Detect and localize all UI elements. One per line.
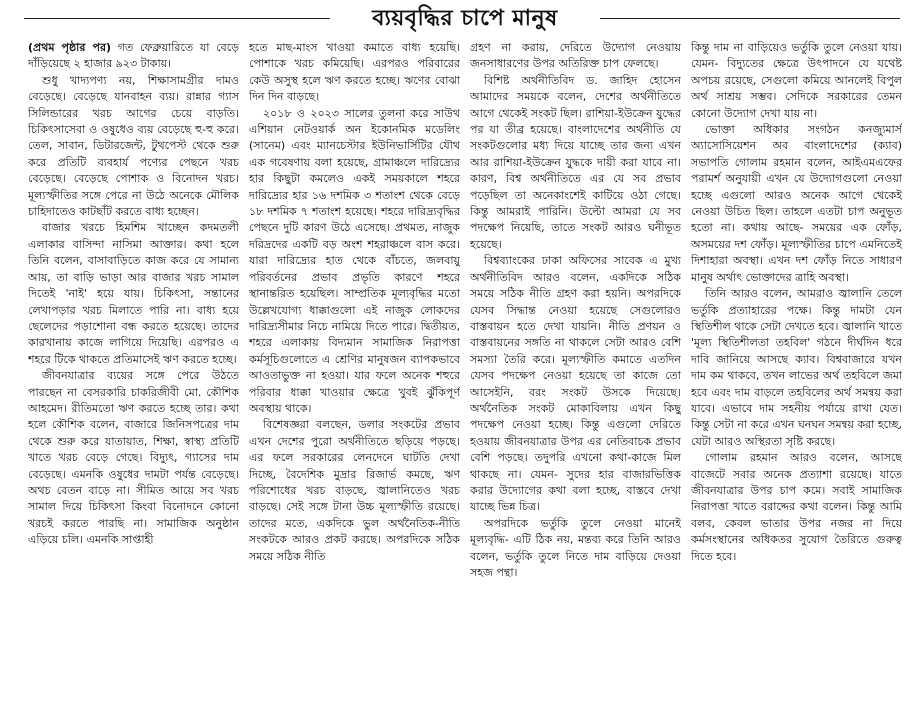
article-paragraph: বিশিষ্ট অর্থনীতিবিদ ড. জাহিদ হোসেন আমাদের সময়কে বলেন, দেশের অর্থনীতিতে আগে থেকেই সংকট ছিল। রাশিয়া-ইউক্রেন যুদ্ধের পর যা তীব্র হয়েছে। বাংলাদেশের অর্থনীতি যে সংকটগুলোর মধ্য দিয়ে যাচ্ছে তার জন্য এখন আর রাশিয়া-ইউক্রেন যুদ্ধকে দায়ী করা যাবে না। কারণ, বিশ্ব অর্থনীতিতে এর যে সব প্রভাব পড়েছিল তা অনেকাংশেই কাটিয়ে ওঠা গেছে। কিন্তু আমরাই পারিনি। উল্টো আমরা যে সব পদক্ষেপ নিয়েছি, তাতে সংকট আরও ঘনীভূত হয়েছে। [470, 73, 681, 251]
article-column-4 [691, 40, 902, 700]
article-paragraph: বিশেষজ্ঞরা বলছেন, ডলার সংকটের প্রভাব এখন দেশের পুরো অর্থনীতিতে ছড়িয়ে পড়ছে। এর ফলে সরকারের লেনদেনে ঘাটতি দেখা দিচ্ছে, বৈদেশিক মুদ্রার রিজার্ভ কমছে, ঋণ পরিশোধের খরচ বাড়ছে, জ্বালানিতেও খরচ বাড়ছে। সেই সঙ্গে টানা উচ্চ মূল্যস্ফীতি রয়েছে। তাদের মতে, একদিকে ভুল অর্থনৈতিক-নীতি সংকটকে আরও প্রকট করছে। অপরদিকে সঠিক সময়ে সঠিক নীতি [249, 418, 460, 563]
article-paragraph: তিনি আরও বলেন, আমরাও জ্বালানি তেলে ভর্তুকি প্রত্যাহারের পক্ষে। কিন্তু দামটা যেন স্থিতিশীল থাকে সেটা দেখতে হবে। জ্বালানি খাতে 'মূল্য স্থিতিশীলতা তহবিল' গঠনে দীর্ঘদিন ধরে দাবি জানিয়ে আসছে ক্যাব। বিশ্ববাজারে যখন দাম কম থাকবে, তখন লাভের অর্থ তহবিলে জমা হবে এবং দাম বাড়লে তহবিলের অর্থ সমন্বয় করা যাবে। এভাবে দাম সহনীয় পর্যায়ে রাখা যেত। কিন্তু সেটা না করে এখন ঘনঘন সমন্বয় করা হচ্ছে, যেটা আরও অস্থিরতা সৃষ্টি করছে। [691, 287, 902, 448]
paragraph-text: গত ফেব্রুয়ারিতে যা বেড়ে দাঁড়িয়েছে ২ হাজার ৯২৩ টাকায়। [28, 41, 239, 71]
article-column-1 [28, 40, 239, 700]
masthead [0, 0, 912, 36]
article-paragraph: গোলাম রহমান আরও বলেন, আসছে বাজেটে সবার অনেক প্রত্যাশা রয়েছে। যাতে জীবনযাত্রার উপর চাপ কমে। সবাই সামাজিক নিরাপত্তা খাতে বরাদ্দের কথা বলেন। কিন্তু আমি বলব, কেবল ভাতার উপর নজর না দিয়ে কর্মসংস্থানের অধিকতর সুযোগ তৈরিতে গুরুত্ব দিতে হবে। [691, 451, 902, 563]
masthead-rule-right [600, 18, 900, 19]
article-column-2 [249, 40, 460, 700]
article-paragraph: শুধু খাদ্যপণ্য নয়, শিক্ষাসামগ্রীর দামও বেড়েছে। বেড়েছে যানবাহন ব্যয়। রান্নার গ্যাস সিলিন্ডারের খরচ আগের চেয়ে বাড়তি। চিকিৎসাসেবা ও ওষুধেও ব্যয় বেড়েছে হু-হু করে। তেল, সাবান, ডিটারজেন্ট, টুথপেস্ট থেকে শুরু করে প্রতিটি ব্যবহার্য পণ্যের পেছনে খরচ বেড়েছে। বেড়েছে পোশাক ও বিনোদন খরচ। মূল্যস্ফীতির সঙ্গে পেরে না উঠে অনেকে মৌলিক চাহিদাতেও কাটছাঁট করতে বাধ্য হচ্ছেন। [28, 73, 239, 219]
masthead-rule-left [24, 18, 330, 19]
article-paragraph: গ্রহণ না করায়, দেরিতে উদ্যোগ নেওয়ায় জনসাধারণের উপর অতিরিক্ত চাপ ফেলছে। [470, 41, 681, 71]
article-paragraph: অপরদিকে ভর্তুকি তুলে নেওয়া মানেই মূল্যবৃদ্ধি- এটি ঠিক নয়, মন্তব্য করে তিনি আরও বলেন, ভর্তুকি তুলে নিতে দাম বাড়িয়ে দেওয়া সহজ পন্থা। [470, 516, 681, 579]
article-column-3 [470, 40, 681, 700]
article-paragraph [28, 40, 239, 73]
article-paragraph: বিশ্বব্যাংকের ঢাকা অফিসের সাবেক এ মুখ্য অর্থনীতিবিদ আরও বলেন, একদিকে সঠিক সময়ে সঠিক নীতি গ্রহণ করা হয়নি। অপরদিকে যেসব সিদ্ধান্ত নেওয়া হয়েছে সেগুলোরও বাস্তবায়ন হতে দেখা যায়নি। নীতি প্রণয়ন ও বাস্তবায়নের সঙ্গতি না থাকলে সেটা আরও বেশি সমস্যা তৈরি করে। মূল্যস্ফীতি কমাতে এতদিন যেসব পদক্ষেপ নেওয়া হয়েছে তা কাজে তো আসেইনি, বরং সংকট উসকে দিয়েছে। অর্থনৈতিক সংকট মোকাবিলায় এখন কিছু পদক্ষেপ নেওয়া হচ্ছে। কিন্তু এগুলো দেরিতে হওয়ায় জীবনযাত্রার উপর এর নেতিবাচক প্রভাব বেশি পড়ছে। তদুপরি এখনো কথা-কাজে মিল থাকছে না। যেমন- সুদের হার বাজারভিত্তিক করার উদ্যোগের কথা বলা হচ্ছে, বাস্তবে দেখা যাচ্ছে ভিন্ন চিত্র। [470, 254, 681, 514]
article-body [28, 40, 904, 700]
headline: ব্যয়বৃদ্ধির চাপে মানুষ [372, 5, 558, 31]
article-paragraph: ২০১৮ ও ২০২৩ সালের তুলনা করে সাউথ এশিয়ান নেটওয়ার্ক অন ইকোনমিক মডেলিং (সানেম) এবং ম্যানচেস্টার ইউনিভার্সিটির যৌথ এক গবেষণায় বলা হয়েছে, গ্রামাঞ্চলে দারিদ্র্যের হার কিছুটা কমলেও একই সময়কালে শহরে দারিদ্র্যের হার ১৬ দশমিক ৩ শতাংশ থেকে বেড়ে ১৮ দশমিক ৭ শতাংশ হয়েছে। শহরে দারিদ্র্যবৃদ্ধির পেছনে দুটি কারণ উঠে এসেছে। প্রথমত, নাজুক দরিদ্রদের একটি বড় অংশ শহরাঞ্চলে বাস করে। যারা দারিদ্র্যের হাত থেকে বাঁচতে, জলবায়ু পরিবর্তনের প্রভাব প্রভৃতি কারণে শহরে স্থানান্তরিত হয়েছিল। সাম্প্রতিক মূল্যবৃদ্ধির মতো উল্লেখযোগ্য ধাক্কাগুলো এই নাজুক লোকদের দারিদ্র্যসীমার নিচে নামিয়ে দিতে পারে। দ্বিতীয়ত, শহরে এলাকায় বিদ্যমান সামাজিক নিরাপত্তা কর্মসূচিগুলোতে এ শ্রেণির মানুষজন ব্যাপকভাবে আওতাভুক্ত না হওয়া। যার ফলে অনেক শহুরে পরিবার ধাক্কা খাওয়ার ক্ষেত্রে খুবই ঝুঁকিপূর্ণ অবস্থায় থাকে। [249, 106, 460, 415]
article-paragraph: জীবনযাত্রার ব্যয়ের সঙ্গে পেরে উঠতে পারছেন না বেসরকারি চাকরিজীবী মো. কৌশিক আহমেদ। রীতিমতো ঋণ করতে হচ্ছে তার। কথা হলে কৌশিক বলেন, বাজারে জিনিসপত্রের দাম থেকে শুরু করে যাতায়াত, শিক্ষা, স্বাস্থ্য প্রতিটি খাতে খরচ বেড়ে গেছে। বিদ্যুৎ, গ্যাসের দাম বেড়েছে। এমনকি ওষুধের দামটা পর্যন্ত বেড়েছে। অথচ বেতন বাড়ে না। সীমিত আয়ে সব খরচ সামাল দিয়ে চিকিৎসা কিংবা বিনোদনে কোনো খরচই করতে পারছি না। সামাজিক অনুষ্ঠান এড়িয়ে চলি। এমনকি সাপ্তাহী [28, 369, 239, 547]
article-paragraph: ভোক্তা অধিকার সংগঠন কনজ্যুমার্স অ্যাসোসিয়েশন অব বাংলাদেশের (ক্যাব) সভাপতি গোলাম রহমান বলেন, আইএমএফের পরামর্শ অনুযায়ী এখন যে উদ্যোগগুলো নেওয়া হচ্ছে এগুলো আরও অনেক আগে থেকেই নেওয়া উচিত ছিল। তাহলে এতটা চাপ অনুভূত হতো না। কথায় আছে- সময়ের এক ফোঁড়, অসময়ের দশ ফোঁড়। মূল্যস্ফীতির চাপে এমনিতেই দিশাহারা অবস্থা। এখন দশ ফোঁড় নিতে সাধারণ মানুষ অর্থাৎ ভোক্তাদের ত্রাহি অবস্থা। [691, 123, 902, 284]
article-paragraph: কিন্তু দাম না বাড়িয়েও ভর্তুকি তুলে নেওয়া যায়। যেমন- বিদ্যুতের ক্ষেত্রে উৎপাদনে যে যথেষ্ট অপচয় রয়েছে, সেগুলো কমিয়ে আনলেই বিপুল অর্থ সাশ্রয় সম্ভব। সেদিকে সরকারের তেমন কোনো উদ্যোগ দেখা যায় না। [691, 41, 902, 120]
article-paragraph: হতে মাছ-মাংস খাওয়া কমাতে বাধ্য হয়েছি। পোশাকে খরচ কমিয়েছি। এরপরও পরিবারের কেউ অসুস্থ হলে ঋণ করতে হচ্ছে। ঋণের বোঝা দিন দিন বাড়ছে। [249, 41, 460, 104]
article-paragraph: বাজার খরচে হিমশিম খাচ্ছেন কদমতলী এলাকার বাসিন্দা নাসিমা আক্তার। কথা হলে তিনি বলেন, বাসাবাড়িতে কাজ করে যে সামান্য আয়, তা বাড়ি ভাড়া আর বাজার খরচ সামাল দিতেই 'নাই' হয়ে যায়। চিকিৎসা, সন্তানের লেখাপড়ার খরচ মিলাতে পারি না। বাধ্য হয়ে ছেলেদের পড়াশোনা বন্ধ করতে হয়েছে। তাদের কারখানায় কাজে লাগিয়ে দিয়েছি। এরপরও এ শহরে টিকে থাকতে প্রতিমাসেই ঋণ করতে হচ্ছে। [28, 221, 239, 366]
continuation-tag: (প্রথম পৃষ্ঠার পর) [28, 41, 112, 54]
